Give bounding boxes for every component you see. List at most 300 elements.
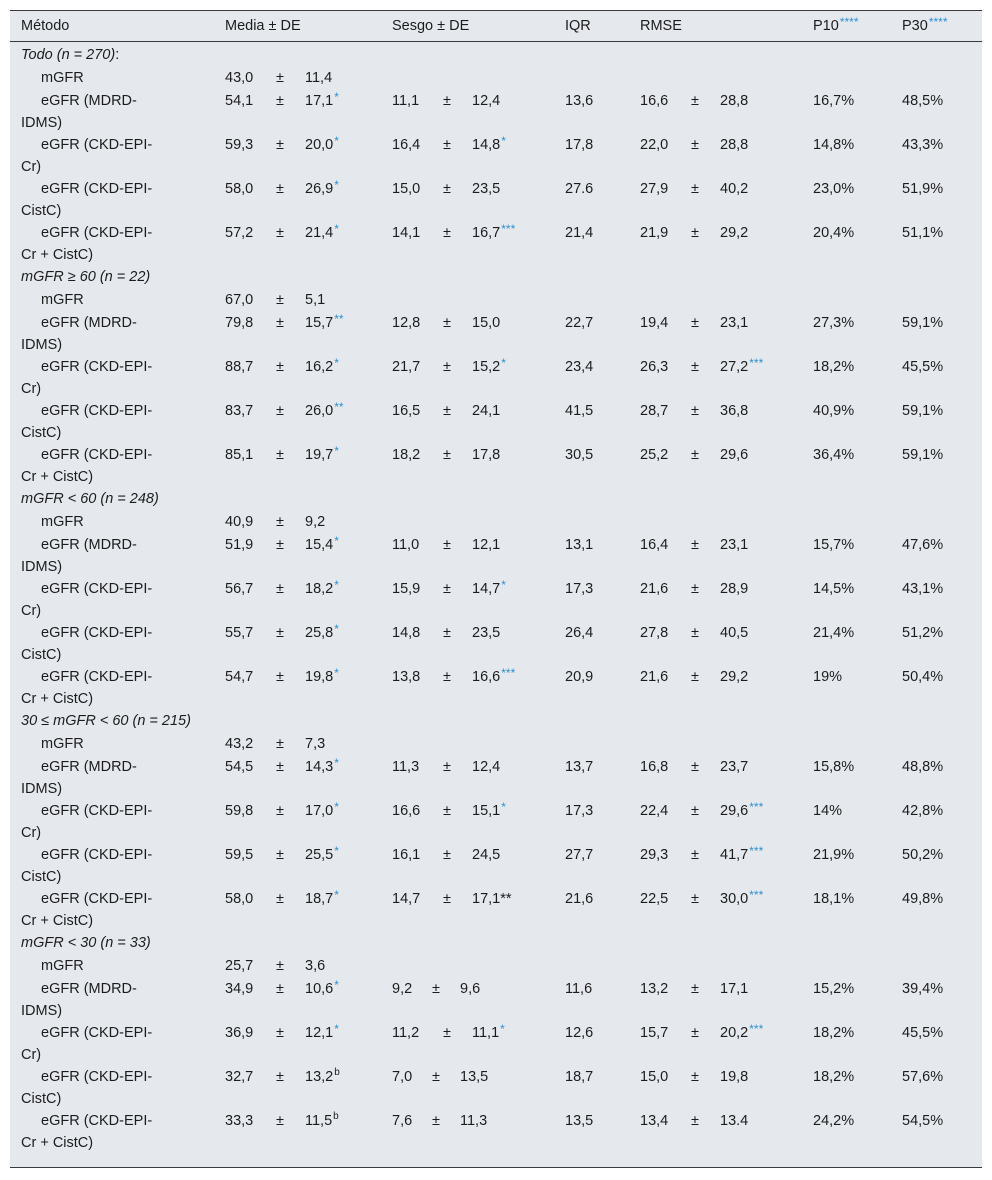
sesgo-value: 7,6: [392, 1113, 413, 1129]
media-value: 58,0: [225, 181, 254, 197]
method-label: eGFR (MDRD-: [41, 93, 137, 109]
significance-mark: ****: [839, 15, 859, 29]
media-pm: ±: [276, 847, 284, 863]
sesgo-sd-value: 24,5: [472, 847, 501, 863]
rmse-pm: ±: [691, 447, 699, 463]
sesgo-pm: ±: [432, 1113, 440, 1129]
rmse-pm: ±: [691, 581, 699, 597]
significance-mark: *: [334, 534, 339, 548]
method-label: eGFR (CKD-EPI-: [41, 403, 153, 419]
p30-cell: 59,1%: [902, 403, 944, 419]
p10-cell: 14,5%: [813, 581, 855, 597]
media-sd: [305, 955, 325, 977]
p10-cell: 27,3%: [813, 315, 855, 331]
method-label: eGFR (CKD-EPI-: [41, 1069, 153, 1085]
media-value: 85,1: [225, 447, 254, 463]
media-sd-value: 16,2: [305, 359, 334, 375]
sesgo-sd-value: 11,1: [472, 1025, 500, 1041]
rmse-sd: [720, 178, 748, 200]
rmse-sd-value: 13.4: [720, 1113, 749, 1129]
p10-cell: 18,2%: [813, 359, 855, 375]
rmse-pm: ±: [691, 759, 699, 775]
p10-cell: 15,8%: [813, 759, 855, 775]
sesgo-pm: ±: [443, 625, 451, 641]
significance-mark: **: [334, 400, 344, 414]
sesgo-value: 16,1: [392, 847, 421, 863]
p30-cell: 51,2%: [902, 625, 944, 641]
media-sd: [305, 312, 344, 334]
media-pm: ±: [276, 403, 284, 419]
media-pm: ±: [276, 625, 284, 641]
media-value: 55,7: [225, 625, 254, 641]
results-table: [10, 10, 982, 1168]
sesgo-sd: [472, 578, 506, 600]
group-title-text: Todo (n = 270): [21, 47, 116, 63]
sesgo-value: 21,7: [392, 359, 421, 375]
sesgo-value: 11,2: [392, 1025, 420, 1041]
media-sd: [305, 222, 339, 244]
media-sd: [305, 356, 339, 378]
method-label-cont: IDMS): [21, 1003, 63, 1019]
sesgo-sd-value: 23,5: [472, 625, 501, 641]
sesgo-sd-value: 9,6: [460, 981, 481, 997]
rmse-sd: [720, 134, 748, 156]
rmse-sd: [720, 578, 748, 600]
rmse-value: 25,2: [640, 447, 669, 463]
sesgo-sd-value: 17,1: [472, 891, 501, 907]
p10-cell: 15,7%: [813, 537, 855, 553]
table-bottom-rule: [10, 1167, 982, 1168]
rmse-sd-value: 29,2: [720, 225, 749, 241]
iqr-cell: 23,4: [565, 359, 594, 375]
sesgo-value: 11,1: [392, 93, 420, 109]
rmse-sd-value: 28,8: [720, 93, 749, 109]
method-label: eGFR (CKD-EPI-: [41, 847, 153, 863]
rmse-sd: [720, 622, 748, 644]
media-value: 43,2: [225, 736, 254, 752]
media-sd-value: 14,3: [305, 759, 334, 775]
media-value: 25,7: [225, 958, 254, 974]
significance-mark: *: [501, 578, 506, 592]
media-pm: ±: [276, 891, 284, 907]
method-label: mGFR: [41, 736, 84, 752]
rmse-pm: ±: [691, 181, 699, 197]
iqr-cell: 13,7: [565, 759, 594, 775]
significance-mark: b: [334, 1067, 340, 1078]
media-pm: ±: [276, 514, 284, 530]
method-label-cont: Cr): [21, 603, 42, 619]
method-label: eGFR (MDRD-: [41, 537, 137, 553]
sesgo-sd-value: 15,1: [472, 803, 501, 819]
significance-mark: *: [334, 178, 339, 192]
rmse-value: 21,6: [640, 581, 669, 597]
rmse-value: 19,4: [640, 315, 669, 331]
p30-cell: 50,4%: [902, 669, 944, 685]
p30-cell: 59,1%: [902, 315, 944, 331]
significance-mark: *: [334, 356, 339, 370]
method-label: mGFR: [41, 70, 84, 86]
iqr-cell: 11,6: [565, 981, 593, 997]
rmse-pm: ±: [691, 315, 699, 331]
media-value: 34,9: [225, 981, 254, 997]
media-sd: [305, 444, 339, 466]
significance-mark: *: [500, 1022, 505, 1036]
sesgo-pm: ±: [443, 225, 451, 241]
sesgo-value: 16,5: [392, 403, 421, 419]
method-label-cont: Cr + CistC): [21, 469, 94, 485]
significance-mark: *: [334, 444, 339, 458]
iqr-cell: 17,3: [565, 581, 594, 597]
group-title: [21, 44, 119, 66]
media-pm: ±: [276, 581, 284, 597]
p10-cell: 20,4%: [813, 225, 855, 241]
sesgo-value: 14,7: [392, 891, 421, 907]
method-label-cont: Cr + CistC): [21, 247, 94, 263]
sesgo-value: 16,6: [392, 803, 421, 819]
media-value: 54,1: [225, 93, 254, 109]
media-sd: [305, 534, 339, 556]
p10-cell: 18,1%: [813, 891, 855, 907]
sesgo-pm: ±: [432, 981, 440, 997]
method-label-cont: IDMS): [21, 337, 63, 353]
method-label: mGFR: [41, 514, 84, 530]
rmse-pm: ±: [691, 847, 699, 863]
media-value: 88,7: [225, 359, 254, 375]
sesgo-sd: [472, 622, 500, 644]
media-sd: [305, 178, 339, 200]
header-metodo: [21, 15, 69, 37]
media-sd-value: 15,4: [305, 537, 334, 553]
method-label: eGFR (CKD-EPI-: [41, 359, 153, 375]
significance-mark: ***: [749, 1022, 764, 1036]
media-value: 83,7: [225, 403, 254, 419]
rmse-pm: ±: [691, 803, 699, 819]
header-label: Media ± DE: [225, 18, 301, 34]
sesgo-pm: ±: [443, 847, 451, 863]
media-sd: [305, 67, 332, 89]
media-value: 79,8: [225, 315, 254, 331]
rmse-pm: ±: [691, 1069, 699, 1085]
rmse-value: 21,9: [640, 225, 669, 241]
rmse-value: 22,0: [640, 137, 669, 153]
rmse-value: 22,5: [640, 891, 669, 907]
header-iqr: [565, 15, 591, 37]
rmse-pm: ±: [691, 625, 699, 641]
media-sd: [305, 289, 325, 311]
sesgo-sd: [472, 90, 500, 112]
header-label: Método: [21, 18, 70, 34]
method-label: eGFR (CKD-EPI-: [41, 803, 153, 819]
significance-mark: *: [334, 578, 339, 592]
p30-cell: 51,1%: [902, 225, 944, 241]
sesgo-pm: ±: [443, 759, 451, 775]
rmse-pm: ±: [691, 225, 699, 241]
rmse-value: 22,4: [640, 803, 669, 819]
media-value: 32,7: [225, 1069, 254, 1085]
rmse-sd: [720, 312, 748, 334]
method-label-cont: IDMS): [21, 115, 63, 131]
sesgo-sd-value: 14,8: [472, 137, 501, 153]
iqr-cell: 41,5: [565, 403, 594, 419]
rmse-sd-value: 40,5: [720, 625, 749, 641]
group-title-text: 30 ≤ mGFR < 60 (n = 215): [21, 713, 191, 729]
sesgo-sd: [472, 400, 500, 422]
method-label-cont: CistC): [21, 647, 62, 663]
rmse-value: 15,0: [640, 1069, 669, 1085]
media-pm: ±: [276, 292, 284, 308]
media-pm: ±: [276, 803, 284, 819]
media-value: 67,0: [225, 292, 254, 308]
sesgo-sd-value: 24,1: [472, 403, 501, 419]
media-value: 43,0: [225, 70, 254, 86]
media-sd-value: 19,7: [305, 447, 334, 463]
method-label: eGFR (CKD-EPI-: [41, 447, 153, 463]
sesgo-sd-value: 12,1: [472, 537, 501, 553]
rmse-pm: ±: [691, 359, 699, 375]
media-sd-value: 26,0: [305, 403, 334, 419]
group-title-text: mGFR < 60 (n = 248): [21, 491, 159, 507]
media-value: 59,5: [225, 847, 254, 863]
media-sd-value: 18,2: [305, 581, 334, 597]
rmse-sd: [720, 756, 748, 778]
p30-cell: 45,5%: [902, 1025, 944, 1041]
sesgo-sd: [472, 222, 515, 244]
header-p10: [813, 15, 859, 37]
sesgo-sd-value: 16,6: [472, 669, 501, 685]
media-sd-value: 5,1: [305, 292, 326, 308]
rmse-pm: ±: [691, 403, 699, 419]
sesgo-sd: [472, 756, 500, 778]
sesgo-pm: ±: [443, 537, 451, 553]
media-sd: [305, 1110, 339, 1134]
sesgo-sd: [472, 356, 506, 378]
media-sd-value: 21,4: [305, 225, 334, 241]
sesgo-sd: [472, 444, 500, 466]
p10-cell: 36,4%: [813, 447, 855, 463]
method-label: mGFR: [41, 958, 84, 974]
iqr-cell: 21,4: [565, 225, 594, 241]
media-sd-value: 17,1: [305, 93, 334, 109]
sesgo-pm: ±: [443, 581, 451, 597]
significance-mark: ***: [749, 888, 764, 902]
media-sd-value: 7,3: [305, 736, 326, 752]
media-value: 57,2: [225, 225, 254, 241]
media-value: 58,0: [225, 891, 254, 907]
rmse-sd-value: 23,1: [720, 537, 749, 553]
rmse-sd-value: 23,7: [720, 759, 749, 775]
sesgo-sd: [472, 1022, 505, 1044]
media-pm: ±: [276, 137, 284, 153]
sesgo-value: 14,1: [392, 225, 421, 241]
method-label: mGFR: [41, 292, 84, 308]
method-label-cont: CistC): [21, 425, 62, 441]
sesgo-value: 11,3: [392, 759, 420, 775]
rmse-sd: [720, 444, 748, 466]
significance-mark: *: [334, 666, 339, 680]
p30-cell: 48,8%: [902, 759, 944, 775]
media-pm: ±: [276, 1113, 284, 1129]
media-sd-value: 26,9: [305, 181, 334, 197]
media-sd-value: 25,5: [305, 847, 334, 863]
header-label: P30: [902, 18, 928, 34]
significance-mark: *: [334, 888, 339, 902]
p10-cell: 24,2%: [813, 1113, 855, 1129]
media-pm: ±: [276, 1025, 284, 1041]
significance-mark: *: [334, 222, 339, 236]
method-label-cont: CistC): [21, 1091, 62, 1107]
method-label: eGFR (CKD-EPI-: [41, 225, 153, 241]
sesgo-pm: ±: [443, 447, 451, 463]
sesgo-pm: ±: [432, 1069, 440, 1085]
p10-cell: 23,0%: [813, 181, 855, 197]
rmse-pm: ±: [691, 669, 699, 685]
rmse-value: 16,6: [640, 93, 669, 109]
significance-mark: *: [334, 134, 339, 148]
rmse-sd-value: 23,1: [720, 315, 749, 331]
sesgo-sd: [472, 178, 500, 200]
media-sd: [305, 733, 325, 755]
media-value: 54,7: [225, 669, 254, 685]
sesgo-value: 11,0: [392, 537, 420, 553]
rmse-pm: ±: [691, 537, 699, 553]
rmse-pm: ±: [691, 1025, 699, 1041]
rmse-sd-value: 17,1: [720, 981, 749, 997]
sesgo-pm: ±: [443, 1025, 451, 1041]
p10-cell: 21,4%: [813, 625, 855, 641]
p10-cell: 18,2%: [813, 1069, 855, 1085]
media-sd: [305, 844, 339, 866]
significance-mark: ***: [749, 356, 764, 370]
significance-mark: ***: [501, 666, 516, 680]
p30-cell: 49,8%: [902, 891, 944, 907]
iqr-cell: 13,1: [565, 537, 594, 553]
sesgo-pm: ±: [443, 891, 451, 907]
header-p30: [902, 15, 948, 37]
rmse-value: 27,8: [640, 625, 669, 641]
sesgo-pm: ±: [443, 803, 451, 819]
media-value: 56,7: [225, 581, 254, 597]
method-label-cont: IDMS): [21, 559, 63, 575]
media-pm: ±: [276, 759, 284, 775]
rmse-sd: [720, 1022, 763, 1044]
sesgo-sd-value: 16,7: [472, 225, 501, 241]
p30-cell: 39,4%: [902, 981, 944, 997]
method-label: eGFR (CKD-EPI-: [41, 1113, 153, 1129]
media-value: 33,3: [225, 1113, 254, 1129]
iqr-cell: 27,7: [565, 847, 594, 863]
rmse-pm: ±: [691, 1113, 699, 1129]
media-value: 51,9: [225, 537, 254, 553]
significance-mark: *: [334, 1022, 339, 1036]
iqr-cell: 27.6: [565, 181, 594, 197]
media-pm: ±: [276, 93, 284, 109]
significance-mark: *: [334, 756, 339, 770]
method-label: eGFR (CKD-EPI-: [41, 581, 153, 597]
iqr-cell: 21,6: [565, 891, 594, 907]
media-pm: ±: [276, 669, 284, 685]
media-sd: [305, 800, 339, 822]
rmse-sd: [720, 888, 763, 910]
p10-cell: 18,2%: [813, 1025, 855, 1041]
sesgo-sd: [472, 666, 515, 688]
media-sd: [305, 1022, 339, 1044]
rmse-sd-value: 30,0: [720, 891, 749, 907]
method-label: eGFR (CKD-EPI-: [41, 669, 153, 685]
method-label: eGFR (CKD-EPI-: [41, 137, 153, 153]
rmse-value: 16,4: [640, 537, 669, 553]
rmse-sd-value: 27,2: [720, 359, 749, 375]
group-title-text: mGFR ≥ 60 (n = 22): [21, 269, 151, 285]
media-value: 54,5: [225, 759, 254, 775]
rmse-sd-value: 36,8: [720, 403, 749, 419]
significance-mark: **: [334, 312, 344, 326]
rmse-sd-value: 41,7: [720, 847, 749, 863]
rmse-pm: ±: [691, 981, 699, 997]
significance-mark: *: [334, 978, 339, 992]
p30-cell: 43,1%: [902, 581, 944, 597]
rmse-sd: [720, 400, 748, 422]
media-pm: ±: [276, 225, 284, 241]
media-sd: [305, 578, 339, 600]
media-pm: ±: [276, 736, 284, 752]
sesgo-pm: ±: [443, 403, 451, 419]
significance-mark: *: [334, 90, 339, 104]
header-label: IQR: [565, 18, 591, 34]
media-sd-value: 20,0: [305, 137, 334, 153]
media-sd-value: 13,2: [305, 1069, 334, 1085]
rmse-value: 21,6: [640, 669, 669, 685]
method-label-cont: Cr): [21, 381, 42, 397]
media-sd: [305, 134, 339, 156]
sesgo-pm: ±: [443, 137, 451, 153]
rmse-value: 13,4: [640, 1113, 669, 1129]
p30-cell: 57,6%: [902, 1069, 944, 1085]
media-sd-value: 25,8: [305, 625, 334, 641]
media-sd-value: 12,1: [305, 1025, 334, 1041]
rmse-pm: ±: [691, 137, 699, 153]
sesgo-sd: [460, 1110, 487, 1132]
sesgo-sd-value: 11,3: [460, 1113, 488, 1129]
media-sd: [305, 756, 339, 778]
media-sd: [305, 400, 344, 422]
p10-cell: 14,8%: [813, 137, 855, 153]
p10-cell: 14%: [813, 803, 843, 819]
p30-cell: 48,5%: [902, 93, 944, 109]
p30-cell: 59,1%: [902, 447, 944, 463]
media-sd-value: 15,7: [305, 315, 334, 331]
iqr-cell: 20,9: [565, 669, 594, 685]
rmse-value: 29,3: [640, 847, 669, 863]
sesgo-sd: [460, 1066, 488, 1088]
media-pm: ±: [276, 981, 284, 997]
header-label: RMSE: [640, 18, 682, 34]
method-label: eGFR (CKD-EPI-: [41, 625, 153, 641]
p10-cell: 40,9%: [813, 403, 855, 419]
media-pm: ±: [276, 181, 284, 197]
significance-mark: *: [501, 800, 506, 814]
p10-cell: 16,7%: [813, 93, 855, 109]
sesgo-value: 12,8: [392, 315, 421, 331]
media-sd: [305, 90, 339, 112]
significance-mark: *: [334, 622, 339, 636]
media-value: 59,3: [225, 137, 254, 153]
rmse-sd-value: 28,8: [720, 137, 749, 153]
iqr-cell: 12,6: [565, 1025, 594, 1041]
p10-cell: 21,9%: [813, 847, 855, 863]
rmse-value: 27,9: [640, 181, 669, 197]
header-label: P10: [813, 18, 839, 34]
sesgo-pm: ±: [443, 669, 451, 685]
